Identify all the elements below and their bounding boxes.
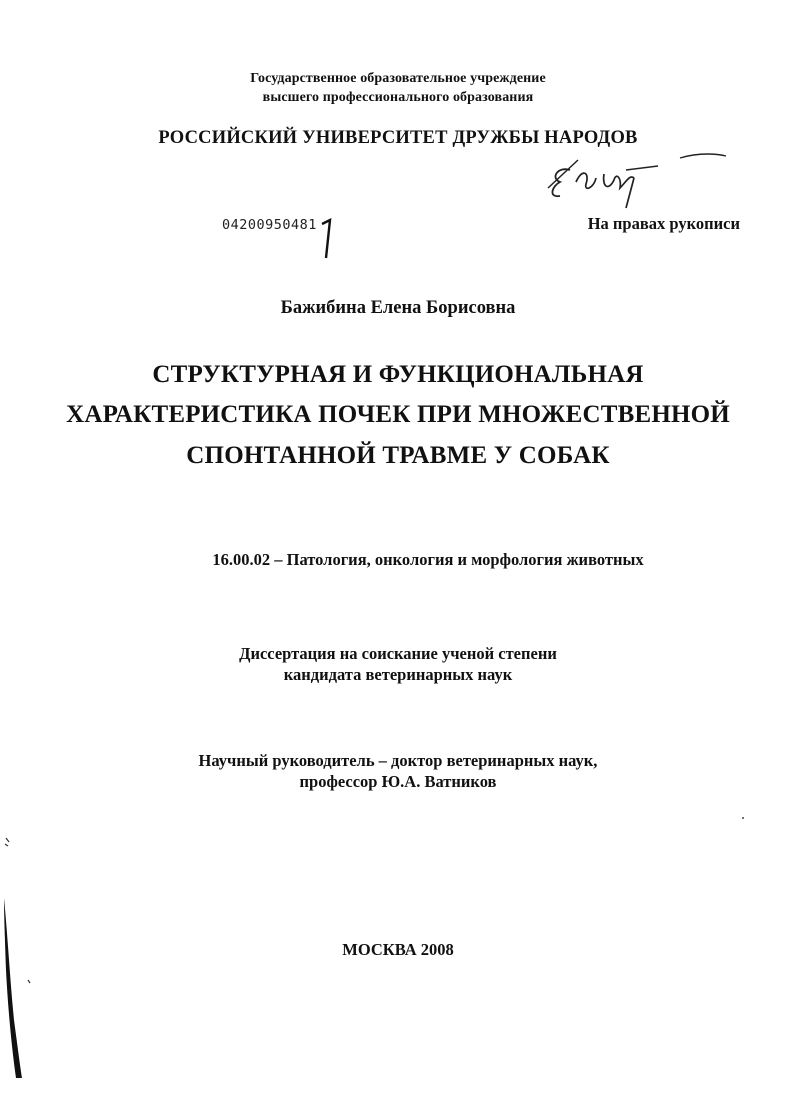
university-name: РОССИЙСКИЙ УНИВЕРСИТЕТ ДРУЖБЫ НАРОДОВ	[158, 128, 638, 148]
handwritten-signature	[530, 148, 730, 220]
manuscript-rights: На правах рукописи	[587, 214, 740, 233]
inventory-number: 04200950481	[222, 217, 317, 233]
specialty: 16.00.02 – Патология, онкология и морфология животных	[212, 550, 644, 569]
title-line-2: ХАРАКТЕРИСТИКА ПОЧЕК ПРИ МНОЖЕСТВЕННОЙ	[66, 401, 730, 428]
scan-edge-mark	[0, 820, 40, 1080]
handwritten-mark	[320, 218, 334, 260]
city-year: МОСКВА 2008	[342, 940, 454, 959]
title-line-3: СПОНТАННОЙ ТРАВМЕ У СОБАК	[186, 442, 610, 469]
scan-dot	[740, 815, 746, 821]
institution-line-2: высшего профессионального образования	[262, 90, 534, 105]
supervisor-line-1: Научный руководитель – доктор ветеринарных наук,	[198, 751, 598, 770]
institution-line-1: Государственное образовательное учреждение	[250, 71, 546, 86]
degree-line-1: Диссертация на соискание ученой степени	[239, 644, 557, 663]
author-name: Бажибина Елена Борисовна	[280, 298, 516, 318]
supervisor-line-2: профессор Ю.А. Ватников	[299, 772, 497, 791]
degree-line-2: кандидата ветеринарных наук	[283, 665, 513, 684]
title-line-1: СТРУКТУРНАЯ И ФУНКЦИОНАЛЬНАЯ	[152, 361, 644, 388]
